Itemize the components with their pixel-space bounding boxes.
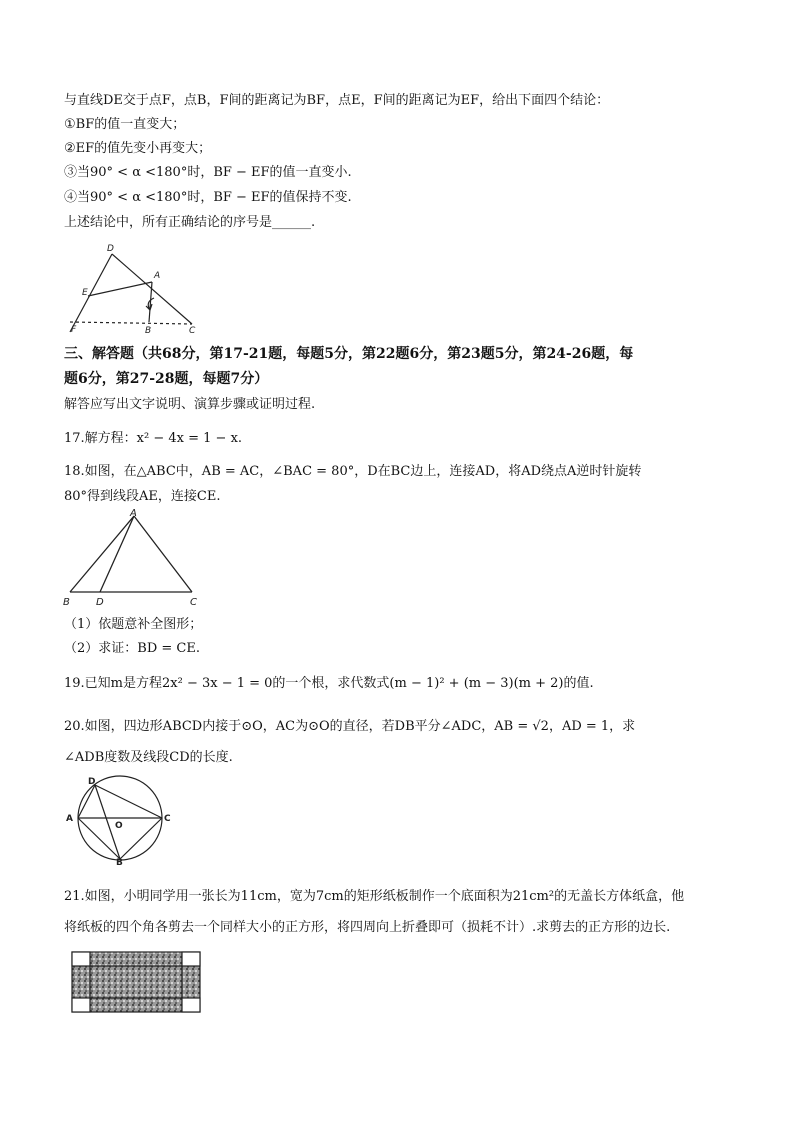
p16-conclusion-4: ④当90° < α <180°时，BF − EF的值保持不变. bbox=[64, 190, 352, 205]
p18-label-d: D bbox=[96, 597, 104, 608]
p20-figure bbox=[60, 770, 180, 866]
p21-line1: 21.如图，小明同学用一张长为11cm，宽为7cm的矩形纸板制作一个底面积为21cm²的无盖长方体纸盒，他 bbox=[64, 889, 685, 904]
p16-label-b: B bbox=[145, 326, 152, 335]
p16-line1: 与直线DE交于点F，点B，F间的距离记为BF，点E，F间的距离记为EF，给出下面四个结论： bbox=[64, 93, 610, 108]
p16-label-c: C bbox=[189, 326, 196, 335]
p20-line1: 20.如图，四边形ABCD内接于⊙O，AC为⊙O的直径，若DB平分∠ADC，AB = √2，AD = 1，求 bbox=[64, 719, 636, 734]
p16-figure bbox=[60, 240, 210, 335]
p21-line2: 将纸板的四个角各剪去一个同样大小的正方形，将四周向上折叠即可（损耗不计）.求剪去的正方形的边长. bbox=[64, 920, 671, 935]
p18-label-b: B bbox=[63, 597, 70, 608]
p18-line1: 18.如图，在△ABC中，AB = AC，∠BAC = 80°，D在BC边上，连接AD，将AD绕点A逆时针旋转 bbox=[64, 464, 642, 479]
p20-label-c: C bbox=[164, 814, 171, 824]
p16-conclusion-3: ③当90° < α <180°时，BF − EF的值一直变小. bbox=[64, 165, 352, 180]
p19-text: 19.已知m是方程2x² − 3x − 1 = 0的一个根，求代数式(m − 1)² + (m − 3)(m + 2)的值. bbox=[64, 676, 594, 691]
p20-line2: ∠ADB度数及线段CD的长度. bbox=[64, 750, 233, 765]
section3-note: 解答应写出文字说明、演算步骤或证明过程. bbox=[64, 397, 316, 412]
p16-label-d: D bbox=[107, 244, 114, 254]
p16-label-e: E bbox=[82, 288, 88, 298]
p20-label-d: D bbox=[88, 777, 96, 787]
p20-label-b: B bbox=[116, 858, 123, 866]
p16-label-a: A bbox=[154, 271, 161, 281]
p20-label-o: O bbox=[115, 821, 123, 831]
p16-label-f: F bbox=[71, 325, 77, 335]
p21-figure bbox=[66, 944, 206, 1016]
p16-conclusion-1: ①BF的值一直变大； bbox=[64, 117, 186, 132]
p20-label-a: A bbox=[66, 814, 73, 824]
p16-conclusion-2: ②EF的值先变小再变大； bbox=[64, 141, 212, 156]
p16-question: 上述结论中，所有正确结论的序号是______. bbox=[64, 215, 316, 230]
p18-sub-1: （1）依题意补全图形； bbox=[64, 617, 203, 632]
p17-text: 17.解方程：x² − 4x = 1 − x. bbox=[64, 431, 243, 446]
p18-label-a: A bbox=[130, 508, 137, 519]
section3-title-2: 题6分，第27-28题，每题7分） bbox=[64, 371, 269, 387]
p18-label-c: C bbox=[190, 597, 197, 608]
p18-figure bbox=[60, 508, 210, 610]
section3-title-1: 三、解答题（共68分，第17-21题，每题5分，第22题6分，第23题5分，第24-26题，每 bbox=[64, 346, 634, 362]
p18-line2: 80°得到线段AE，连接CE. bbox=[64, 489, 221, 504]
p18-sub-2: （2）求证：BD = CE. bbox=[64, 641, 200, 656]
